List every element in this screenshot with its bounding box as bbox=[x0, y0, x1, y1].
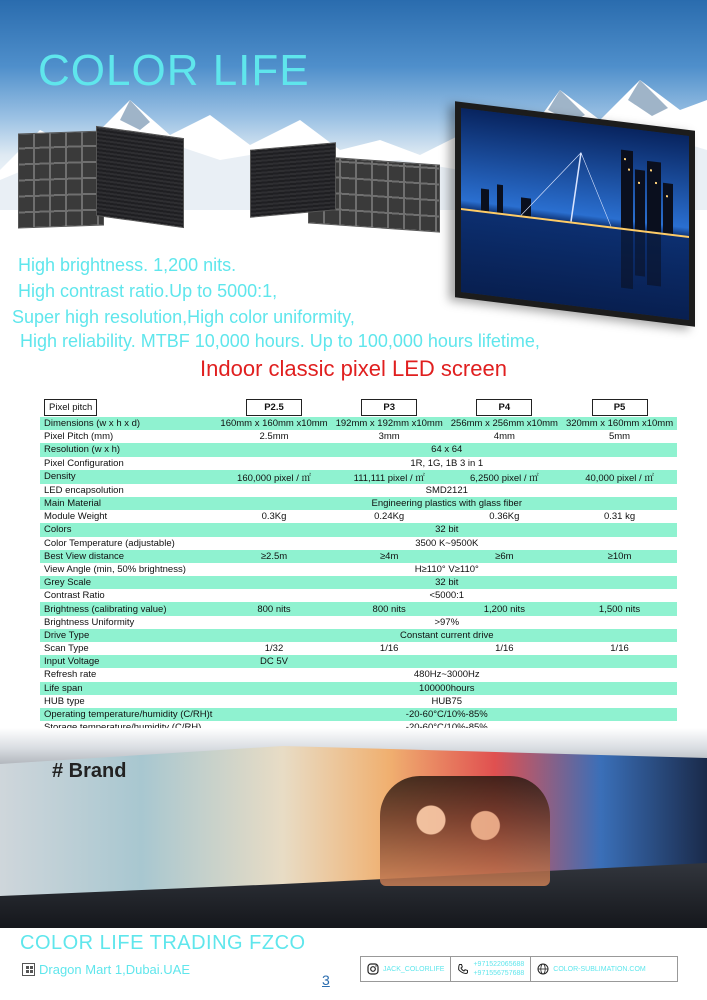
cell-value: ≥6m bbox=[447, 550, 562, 563]
venue-image bbox=[0, 728, 707, 928]
cell-value: 0.36Kg bbox=[447, 510, 562, 523]
phone-contact[interactable] bbox=[451, 957, 531, 981]
row-label: Life span bbox=[40, 682, 216, 695]
cell-value: ≥2.5m bbox=[216, 550, 331, 563]
row-label: Best View distance bbox=[40, 550, 216, 563]
feature-contrast: High contrast ratio.Up to 5000:1, bbox=[18, 281, 278, 301]
table-row bbox=[40, 550, 677, 563]
address bbox=[22, 962, 190, 977]
instagram-handle: JACK_COLORLIFE bbox=[383, 965, 445, 973]
cell-value: 192mm x 192mm x10mm bbox=[332, 417, 447, 430]
table-row bbox=[40, 523, 677, 536]
cell-value: 1/16 bbox=[562, 642, 677, 655]
merged-cell-value: SMD2121 bbox=[216, 484, 677, 497]
feature-reliability: High reliability. MTBF 10,000 hours. Up to 100,000 hours lifetime, bbox=[20, 331, 540, 351]
merged-cell-value: 32 bit bbox=[216, 523, 677, 536]
feature-brightness: High brightness. 1,200 nits. bbox=[18, 255, 237, 275]
product-subtitle: Indoor classic pixel LED screen bbox=[200, 356, 507, 381]
table-row bbox=[40, 708, 677, 721]
row-label: Brightness (calibrating value) bbox=[40, 602, 216, 615]
cell-value: 6,2500 pixel / ㎡ bbox=[447, 470, 562, 484]
cell-value: DC 5V bbox=[216, 655, 331, 668]
table-header-row bbox=[40, 397, 677, 417]
table-row bbox=[40, 682, 677, 695]
phone-number-2: +971556757688 bbox=[473, 970, 525, 977]
contact-bar bbox=[360, 956, 678, 982]
table-row bbox=[40, 537, 677, 550]
merged-cell-value: 1R, 1G, 1B 3 in 1 bbox=[216, 457, 677, 470]
row-label: Pixel Configuration bbox=[40, 457, 216, 470]
footer bbox=[0, 928, 707, 1000]
table-row bbox=[40, 417, 677, 430]
table-row bbox=[40, 695, 677, 708]
address-text: Dragon Mart 1,Dubai.UAE bbox=[39, 962, 191, 977]
cell-value: 1/16 bbox=[332, 642, 447, 655]
led-module-pair-front-image bbox=[250, 142, 336, 218]
people-selfie-image bbox=[380, 776, 550, 886]
cell-value: 160mm x 160mm x10mm bbox=[216, 417, 331, 430]
table-corner-label: Pixel pitch bbox=[44, 399, 97, 416]
page-number[interactable]: 3 bbox=[322, 972, 330, 988]
row-label: LED encapsolution bbox=[40, 484, 216, 497]
cell-value: 0.24Kg bbox=[332, 510, 447, 523]
phone-icon bbox=[457, 963, 469, 975]
row-label: Pixel Pitch (mm) bbox=[40, 430, 216, 443]
building-icon bbox=[22, 963, 35, 976]
cell-value: 111,111 pixel / ㎡ bbox=[332, 470, 447, 484]
feature-resolution: Super high resolution,High color uniformity, bbox=[12, 307, 355, 327]
column-header: P3 bbox=[361, 399, 417, 416]
row-label: Input Voltage bbox=[40, 655, 216, 668]
led-module-front-image bbox=[96, 126, 184, 228]
cell-value: 40,000 pixel / ㎡ bbox=[562, 470, 677, 484]
empty-cell bbox=[332, 655, 678, 668]
row-label: Drive Type bbox=[40, 629, 216, 642]
row-label: Module Weight bbox=[40, 510, 216, 523]
cell-value: 320mm x 160mm x10mm bbox=[562, 417, 677, 430]
website-url: COLOR-SUBLIMATION.COM bbox=[553, 965, 646, 973]
led-screen-image bbox=[455, 101, 695, 326]
brand-sign: # Brand bbox=[52, 760, 127, 782]
merged-cell-value: 3500 K~9500K bbox=[216, 537, 677, 550]
row-label: Color Temperature (adjustable) bbox=[40, 537, 216, 550]
company-name: COLOR LIFE TRADING FZCO bbox=[20, 932, 306, 954]
table-row bbox=[40, 510, 677, 523]
cell-value: ≥10m bbox=[562, 550, 677, 563]
table-row bbox=[40, 616, 677, 629]
merged-cell-value: 100000hours bbox=[216, 682, 677, 695]
cell-value: 160,000 pixel / ㎡ bbox=[216, 470, 331, 484]
row-label: Colors bbox=[40, 523, 216, 536]
led-module-back-image bbox=[18, 130, 104, 228]
table-row bbox=[40, 563, 677, 576]
table-row bbox=[40, 655, 677, 668]
merged-cell-value: HUB75 bbox=[216, 695, 677, 708]
cell-value: 1/16 bbox=[447, 642, 562, 655]
brand-title: COLOR LIFE bbox=[38, 46, 310, 95]
cell-value: 1,500 nits bbox=[562, 602, 677, 615]
merged-cell-value: >97% bbox=[216, 616, 677, 629]
merged-cell-value: 32 bit bbox=[216, 576, 677, 589]
cell-value: 3mm bbox=[332, 430, 447, 443]
table-row bbox=[40, 642, 677, 655]
table-row bbox=[40, 497, 677, 510]
merged-cell-value: 480Hz~3000Hz bbox=[216, 668, 677, 681]
cell-value: 2.5mm bbox=[216, 430, 331, 443]
cell-value: 4mm bbox=[447, 430, 562, 443]
table-row bbox=[40, 484, 677, 497]
table-row bbox=[40, 602, 677, 615]
table-row bbox=[40, 629, 677, 642]
merged-cell-value: Engineering plastics with glass fiber bbox=[216, 497, 677, 510]
merged-cell-value: Constant current drive bbox=[216, 629, 677, 642]
row-label: Dimensions (w x h x d) bbox=[40, 417, 216, 430]
cell-value: 0.31 kg bbox=[562, 510, 677, 523]
merged-cell-value: 64 x 64 bbox=[216, 443, 677, 456]
table-row bbox=[40, 443, 677, 456]
table-row bbox=[40, 457, 677, 470]
cell-value: 256mm x 256mm x10mm bbox=[447, 417, 562, 430]
row-label: Scan Type bbox=[40, 642, 216, 655]
row-label: Density bbox=[40, 470, 216, 484]
cell-value: 800 nits bbox=[216, 602, 331, 615]
row-label: Brightness Uniformity bbox=[40, 616, 216, 629]
cell-value: ≥4m bbox=[332, 550, 447, 563]
column-header: P2.5 bbox=[246, 399, 302, 416]
phone-number-1: +971522065688 bbox=[473, 961, 525, 968]
cell-value: 1,200 nits bbox=[447, 602, 562, 615]
cell-value: 1/32 bbox=[216, 642, 331, 655]
instagram-contact[interactable] bbox=[361, 957, 451, 981]
row-label: HUB type bbox=[40, 695, 216, 708]
cell-value: 5mm bbox=[562, 430, 677, 443]
column-header: P5 bbox=[592, 399, 648, 416]
row-label: Resolution (w x h) bbox=[40, 443, 216, 456]
table-row bbox=[40, 430, 677, 443]
merged-cell-value: <5000:1 bbox=[216, 589, 677, 602]
row-label: Refresh rate bbox=[40, 668, 216, 681]
table-row bbox=[40, 668, 677, 681]
row-label: View Angle (min, 50% brightness) bbox=[40, 563, 216, 576]
merged-cell-value: -20-60°C/10%-85% bbox=[216, 708, 677, 721]
row-label: Grey Scale bbox=[40, 576, 216, 589]
row-label: Contrast Ratio bbox=[40, 589, 216, 602]
website-contact[interactable] bbox=[531, 957, 651, 981]
spec-table bbox=[40, 397, 677, 748]
column-header: P4 bbox=[476, 399, 532, 416]
cell-value: 0.3Kg bbox=[216, 510, 331, 523]
table-row bbox=[40, 589, 677, 602]
city-skyline-image bbox=[461, 108, 689, 320]
instagram-icon bbox=[367, 963, 379, 975]
row-label: Operating temperature/humidity (C/RH)t bbox=[40, 708, 216, 721]
cell-value: 800 nits bbox=[332, 602, 447, 615]
globe-icon bbox=[537, 963, 549, 975]
table-row bbox=[40, 470, 677, 484]
merged-cell-value: H≥110° V≥110° bbox=[216, 563, 677, 576]
row-label: Main Material bbox=[40, 497, 216, 510]
table-row bbox=[40, 576, 677, 589]
